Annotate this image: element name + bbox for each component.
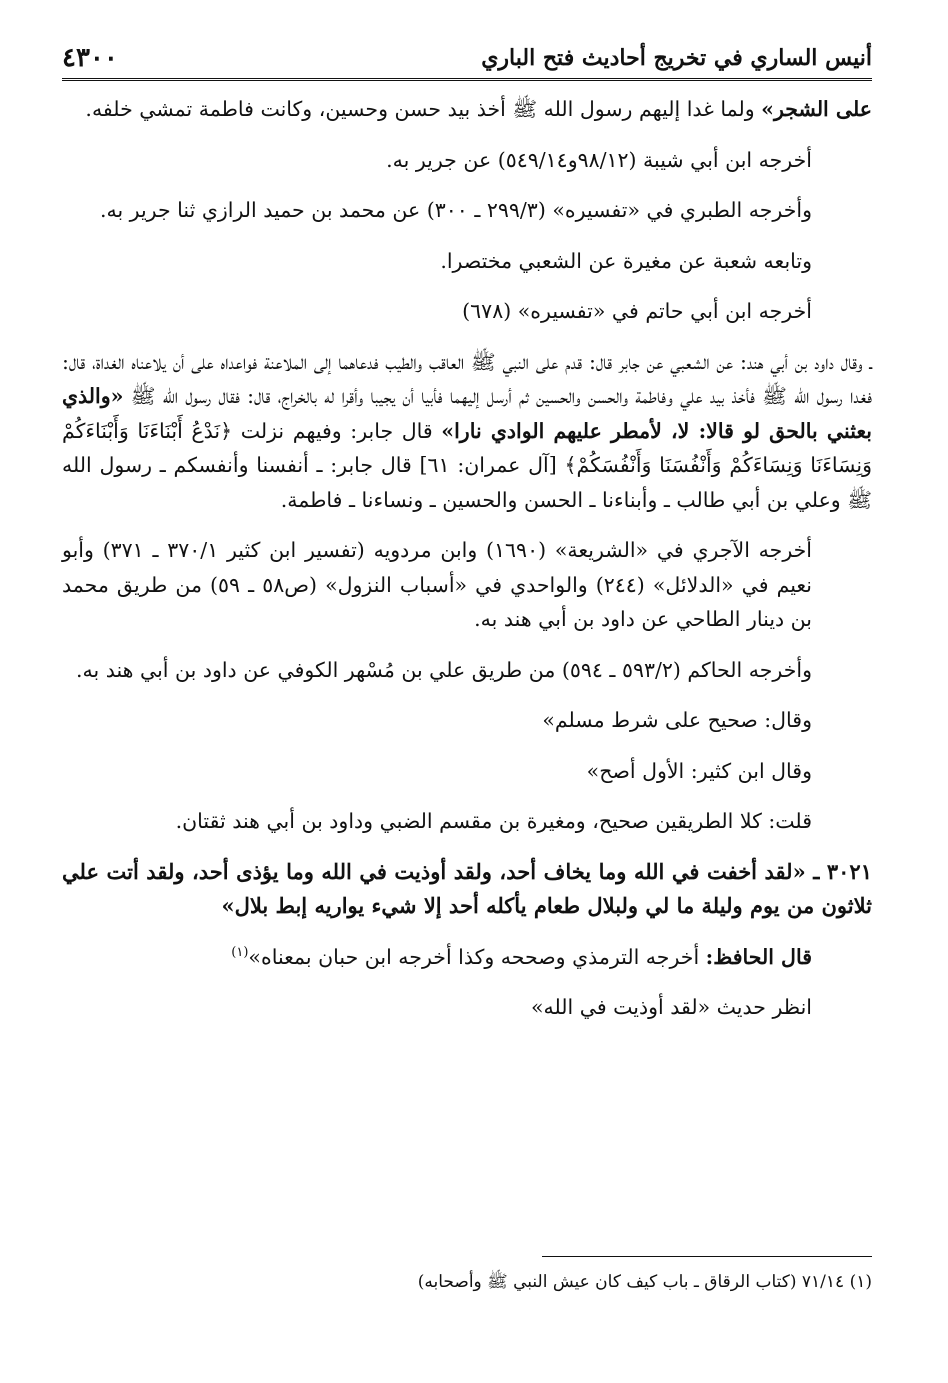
- takhrij-paragraph: قلت: كلا الطريقين صحيح، ومغيرة بن مقسم الضبي وداود بن أبي هند ثقتان.: [175, 809, 812, 833]
- takhrij-paragraph: أخرجه ابن أبي حاتم في «تفسيره» (٦٧٨): [462, 299, 812, 323]
- paragraph-continuation: [62, 92, 872, 127]
- bold-quote: «والذي بعثني بالحق لو قالا: لا، لأمطر عليهم الوادي نارا»: [62, 384, 872, 443]
- hadith-text: ٣٠٢١ ـ «لقد أخفت في الله وما يخاف أحد، ولقد أوذيت في الله وما يؤذى أحد، ولقد أتت علي ثلاثون من يوم وليلة ما لي ولبلال طعام يأكله أحد إلا شيء يواريه إبط بلال»: [62, 858, 872, 918]
- narration-text-continued: قال جابر: وفيهم نزلت ﴿نَدْعُ أَبْنَاءَنَا وَأَبْنَاءَكُمْ وَنِسَاءَنَا وَنِسَاءَكُمْ وَأَنْفُسَنَا وَأَنْفُسَكُمْ﴾ [آل عمران: ٦١] قال جابر: ـ أنفسنا وأنفسكم ـ رسول الله ﷺ وعلي بن أبي طالب ـ وأبناءنا ـ الحسن والحسين ـ ونساءنا ـ فاطمة.: [62, 418, 872, 512]
- bold-label: قال الحافظ:: [705, 944, 812, 969]
- takhrij-paragraph: وتابعه شعبة عن مغيرة عن الشعبي مختصرا.: [440, 248, 812, 273]
- footnote-marker: (١): [231, 944, 249, 960]
- page-number: ٤٣٠٠: [62, 43, 118, 73]
- takhrij-paragraph: وقال: صحيح على شرط مسلم»: [542, 708, 812, 732]
- paragraph-text: ولما غدا إليهم رسول الله ﷺ أخذ بيد حسن وحسين، وكانت فاطمة تمشي خلفه.: [85, 97, 762, 121]
- page-body: [62, 92, 872, 1041]
- takhrij-paragraph: وأخرجه الطبري في «تفسيره» (٢٩٩/٣ ـ ٣٠٠) عن محمد بن حميد الرازي ثنا جرير به.: [99, 198, 812, 222]
- footnote-divider: [542, 1256, 872, 1257]
- takhrij-paragraph: أخرجه الآجري في «الشريعة» (١٦٩٠) وابن مردويه (تفسير ابن كثير ٣٧٠/١ ـ ٣٧١) وأبو نعيم في «الدلائل» (٢٤٤) والواحدي في «أسباب النزول» (ص٥٨ ـ ٥٩) من طريق محمد بن دينار الطاحي عن داود بن أبي هند به.: [62, 538, 813, 631]
- running-header: [62, 38, 872, 81]
- paragraph-text: أخرجه الترمذي وصححه وكذا أخرجه ابن حبان بمعناه»: [248, 944, 706, 969]
- hafiz-paragraph: [62, 940, 872, 975]
- takhrij-paragraph: وقال ابن كثير: الأول أصح»: [586, 758, 812, 783]
- bold-phrase: على الشجر»: [761, 97, 872, 121]
- book-title: أنيس الساري في تخريج أحاديث فتح الباري: [481, 45, 872, 71]
- takhrij-paragraph: وأخرجه الحاكم (٥٩٣/٢ ـ ٥٩٤) من طريق علي بن مُسْهر الكوفي عن داود بن أبي هند به.: [75, 657, 812, 682]
- takhrij-paragraph: انظر حديث «لقد أوذيت في الله»: [530, 995, 812, 1019]
- footnote: (١) ٧١/١٤ (كتاب الرقاق ـ باب كيف كان عيش النبي ﷺ وأصحابه): [417, 1272, 872, 1292]
- takhrij-paragraph: أخرجه ابن أبي شيبة (٩٨/١٢و٥٤٩/١٤) عن جرير به.: [386, 147, 812, 172]
- narration-text: ـ وقال داود بن أبي هند: عن الشعبي عن جابر قال: قدم على النبي ﷺ العاقب والطيب فدعاهما إلى الملاعنة فواعداه على أن يلاعناه الغداة، قال: فغدا رسول الله ﷺ فأخذ بيد علي وفاطمة والحسن والحسين ثم أرسل إليهما فأبيا أن يجيبا وأقرا له بالخراج، قال: فقال رسول الله ﷺ: [62, 349, 872, 408]
- narration-paragraph: [62, 345, 872, 518]
